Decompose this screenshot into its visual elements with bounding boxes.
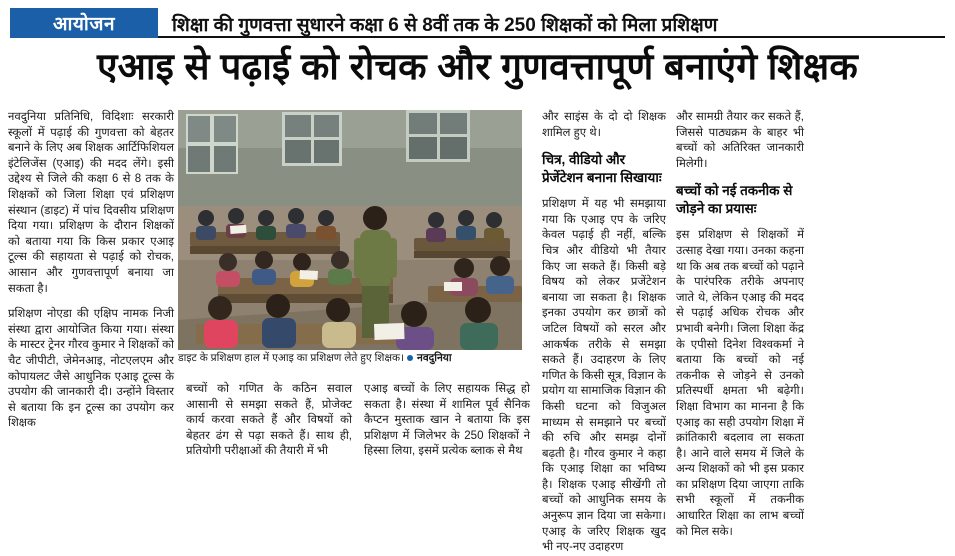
paragraph: बच्चों को गणित के कठिन सवाल आसानी से समझा सकते हैं, प्रोजेक्ट कार्य करवा सकते हैं और विषयों को बेहतर ढंग से पढ़ा सकते हैं। साथ ही, प्रतियोगी परीक्षाओं की तैयारी में भी bbox=[186, 383, 352, 458]
caption-source: नवदुनिया bbox=[417, 352, 452, 364]
kicker-tag: आयोजन bbox=[10, 8, 158, 38]
paragraph: एआइ बच्चों के लिए सहायक सिद्ध हो सकता है। संस्था में शामिल पूर्व सैनिक कैप्टन मुस्ताक खान ने बताया कि इस प्रशिक्षण में जिलेभर के 250 शिक्षकों ने हिस्सा लिया, इसमें प्रत्येक ब्लाक से मैथ bbox=[364, 383, 530, 458]
paragraph: इस प्रशिक्षण से शिक्षकों में उत्साह देखा गया। उनका कहना था कि अब तक बच्चों को पढ़ाने के पारंपरिक तरीके अपनाए जाते थे, लेकिन एआइ की मदद से पढ़ाई अधिक रोचक और प्रभावी बनेगी। जिला शिक्षा केंद्र के एपीसो दिनेश विश्वकर्मा ने बताया कि बच्चों को नई तकनीक से जोड़ने से उनको प्रतिस्पर्धी क्षमता भी बढ़ेगी। शिक्षा विभाग का मानना है कि एआइ का सही उपयोग शिक्षा में क्रांतिकारी बदलाव ला सकता है। आने वाले समय में जिले के अन्य शिक्षकों को भी इस प्रकार का प्रशिक्षण दिया जाएगा ताकि सभी स्कूलों में तकनीक आधारित शिक्षा का लाभ बच्चों को मिल सके। bbox=[676, 229, 804, 538]
kicker-underline bbox=[158, 36, 945, 38]
column-2 bbox=[186, 382, 352, 460]
kicker-bar bbox=[10, 8, 945, 38]
paragraph: और साइंस के दो दो शिक्षक शामिल हुए थे। bbox=[542, 111, 666, 139]
caption-text: डाइट के प्रशिक्षण हाल में एआइ का प्रशिक्षण लेते हुए शिक्षक। bbox=[178, 352, 405, 364]
column-1 bbox=[8, 110, 174, 432]
section-subhead: बच्चों को नई तकनीक से जोड़ने का प्रयासः bbox=[676, 183, 793, 217]
paragraph: प्रशिक्षण में यह भी समझाया गया कि एआइ एप के जरिए केवल पढ़ाई ही नहीं, बल्कि चित्र और वीडियो भी तैयार किए जा सकते हैं। किसी बड़े विषय को लेकर प्रजेंटेशन बनाया जा सकता है। शिक्षक इनका उपयोग कर छात्रों को जटिल विषयों को सरल और आकर्षक तरीके से समझा सकते हैं। उदाहरण के लिए गणित के किसी सूत्र, विज्ञान के प्रयोग या सामाजिक विज्ञान की किसी घटना को विजुअल माध्यम से समझाने पर बच्चों की रुचि और समझ दोनों बढ़ती है। गौरव कुमार ने कहा कि एआइ शिक्षा का भविष्य है। शिक्षक एआइ सीखेंगी तो बच्चों को आधुनिक समय के अनुरूप ज्ञान दिया जा सकेगा। एआइ के जरिए शिक्षक खुद भी नए-नए उदाहरण bbox=[542, 198, 666, 554]
page-title: एआइ से पढ़ाई को रोचक और गुणवत्तापूर्ण बनाएंगे शिक्षक bbox=[97, 46, 858, 87]
paragraph: नवदुनिया प्रतिनिधि, विदिशाः सरकारी स्कूलों में पढ़ाई की गुणवत्ता को बेहतर बनाने के लिए अब शिक्षक आर्टिफिशियल इंटेलिजेंस (एआइ) की मदद लेंगे। इसी उद्देश्य से जिले की कक्षा 6 से 8 तक के शिक्षकों को जिला शिक्षा एवं प्रशिक्षण संस्थान (डाइट) में पांच दिवसीय प्रशिक्षण दिया गया। प्रशिक्षण के दौरान शिक्षकों को बताया गया कि किस प्रकार एआइ टूल्स की सहायता से पढ़ाई को रोचक, आसान और गुणवत्तापूर्ण बनाया जा सकता है। bbox=[8, 111, 174, 295]
column-5 bbox=[676, 110, 804, 540]
article-body bbox=[8, 110, 947, 554]
kicker-headline: शिक्षा की गुणवत्ता सुधारने कक्षा 6 से 8वीं तक के 250 शिक्षकों को मिला प्रशिक्षण bbox=[158, 8, 945, 38]
paragraph: और सामग्री तैयार कर सकते हैं, जिससे पाठ्यक्रम के बाहर भी बच्चों को अतिरिक्त जानकारी मिलेगी। bbox=[676, 111, 804, 170]
section-subhead: चित्र, वीडियो और प्रेजेंटेशन बनाना सिखायाः bbox=[542, 152, 662, 186]
column-3 bbox=[364, 382, 530, 460]
paragraph: प्रशिक्षण नोएडा की एक्षिप नामक निजी संस्था द्वारा आयोजित किया गया। संस्था के मास्टर ट्रेनर गौरव कुमार ने शिक्षकों को चैट जीपीटी, जेमेनआइ, नोटएलएम और कोपायलट जैसे आधुनिक एआइ टूल्स के उपयोग की जानकारी दी। उन्होंने विस्तार से बताया कि इन टूल्स का उपयोग कर शिक्षक bbox=[8, 308, 174, 430]
column-4 bbox=[542, 110, 666, 556]
